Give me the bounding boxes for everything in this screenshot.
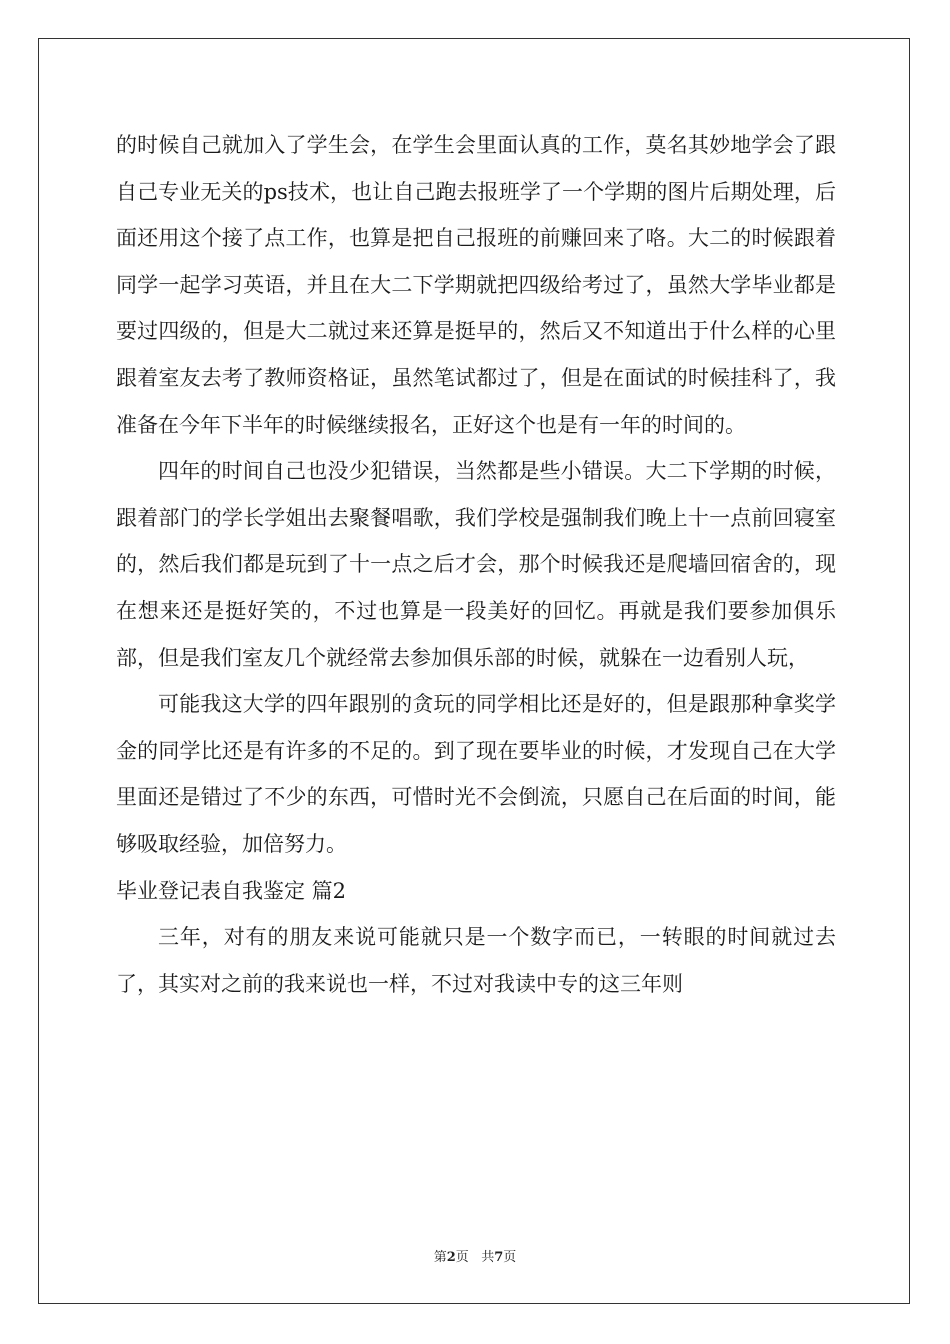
page-number: 2 [446,1250,456,1265]
total-pages: 7 [494,1250,504,1265]
page-prefix: 第 [433,1250,447,1265]
paragraph-3: 可能我这大学的四年跟别的贪玩的同学相比还是好的，但是跟那种拿奖学金的同学比还是有许多的不足的。到了现在要毕业的时候，才发现自己在大学里面还是错过了不少的东西，可惜时光不会倒流，只愿自己在后面的时间，能够吸取经验，加倍努力。 [116,692,836,856]
paragraph-1: 的时候自己就加入了学生会，在学生会里面认真的工作，莫名其妙地学会了跟自己专业无关的ps技术，也让自己跑去报班学了一个学期的图片后期处理，后面还用这个接了点工作，也算是把自己报班的前赚回来了咯。大二的时候跟着同学一起学习英语，并且在大二下学期就把四级给考过了，虽然大学毕业都是要过四级的，但是大二就过来还算是挺早的，然后又不知道出于什么样的心里跟着室友去考了教师资格证，虽然笔试都过了，但是在面试的时候挂科了，我准备在今年下半年的时候继续报名，正好这个也是有一年的时间的。 [116,133,836,437]
document-body [116,122,836,1007]
paragraph-4: 三年，对有的朋友来说可能就只是一个数字而已，一转眼的时间就过去了，其实对之前的我来说也一样，不过对我读中专的这三年则 [116,925,836,996]
paragraph-2: 四年的时间自己也没少犯错误，当然都是些小错误。大二下学期的时候，跟着部门的学长学姐出去聚餐唱歌，我们学校是强制我们晚上十一点前回寝室的，然后我们都是玩到了十一点之后才会，那个时候我还是爬墙回宿舍的，现在想来还是挺好笑的，不过也算是一段美好的回忆。再就是我们要参加俱乐部，但是我们室友几个就经常去参加俱乐部的时候，就躲在一边看别人玩， [116,459,836,670]
section-heading: 毕业登记表自我鉴定 篇2 [116,878,347,903]
total-prefix: 共 [481,1250,495,1265]
page-suffix: 页 [455,1250,469,1265]
total-suffix: 页 [503,1250,517,1265]
page-footer [0,1246,950,1265]
